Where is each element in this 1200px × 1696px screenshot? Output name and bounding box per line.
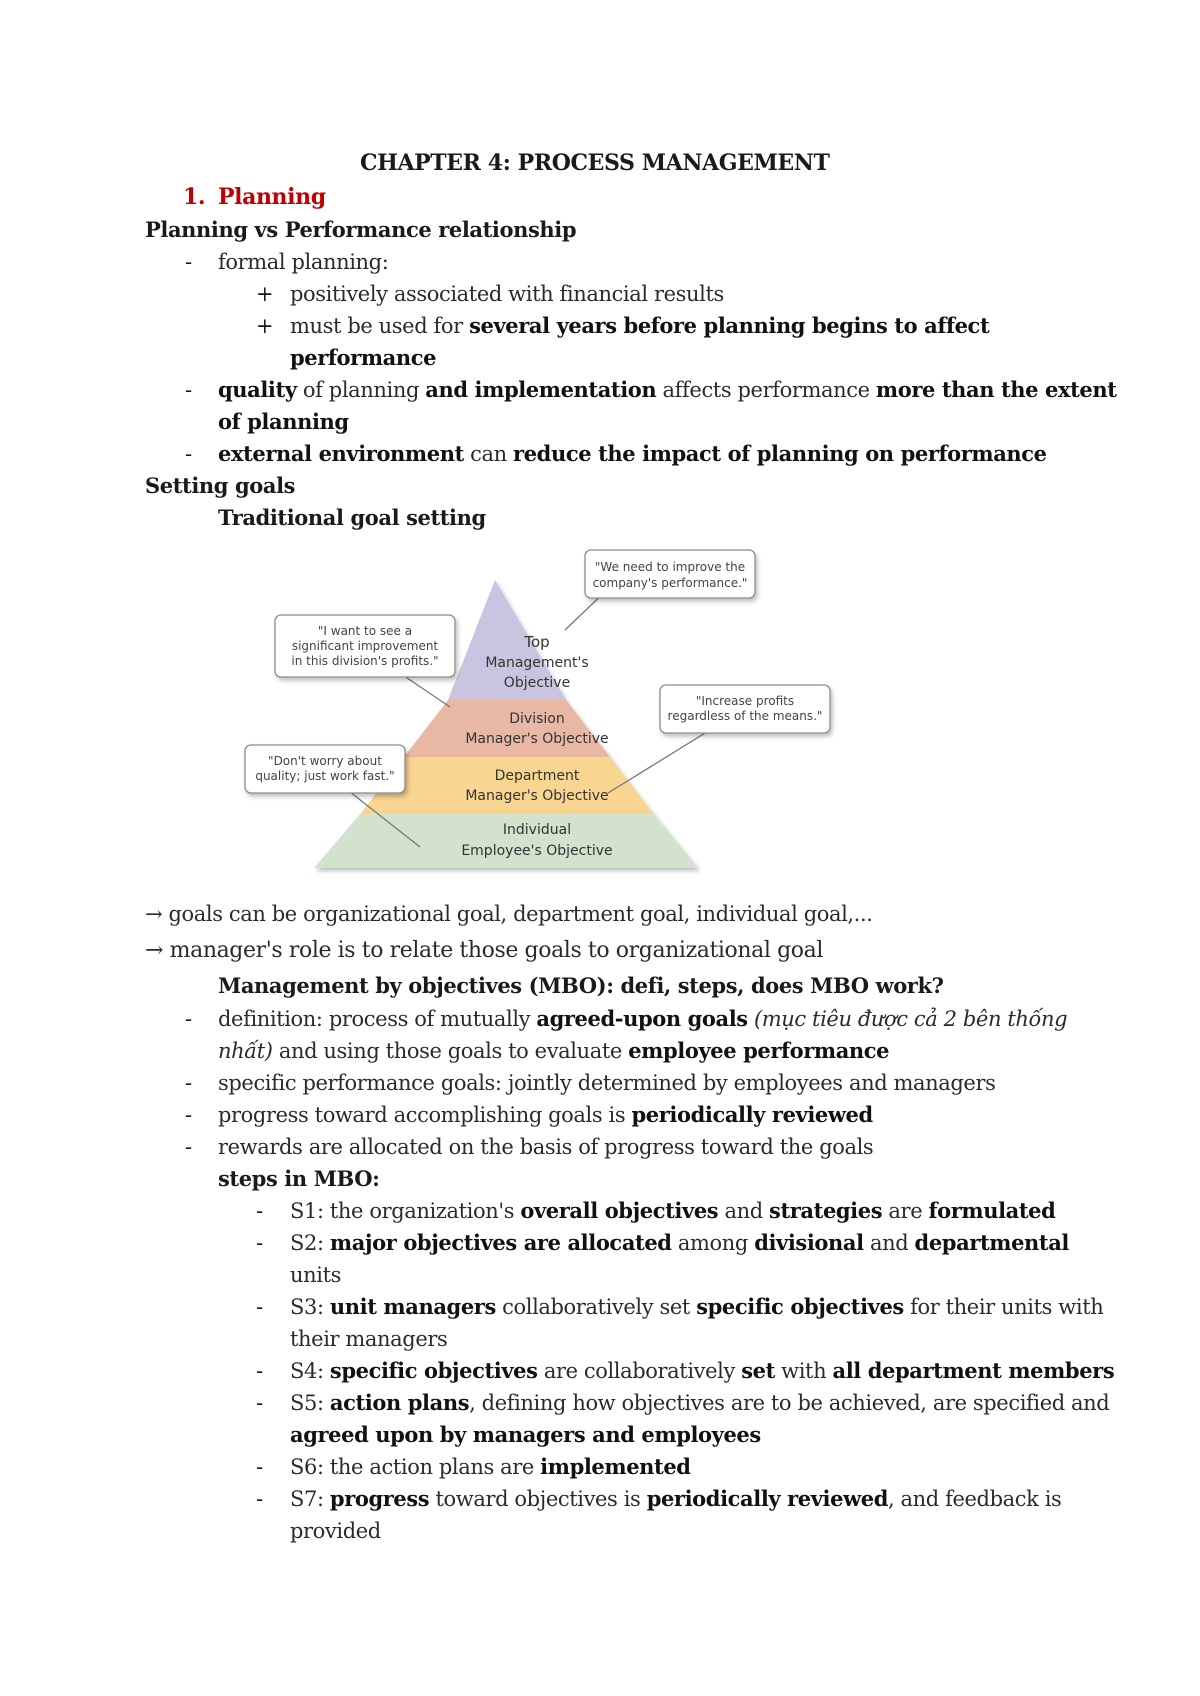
bubble-top-line1: "We need to improve the — [594, 560, 746, 574]
bullet-dash: - — [256, 1487, 264, 1511]
bubble-top-line2: company's performance." — [592, 576, 748, 590]
bubble-emp-line2: quality; just work fast." — [255, 769, 395, 783]
step-s6: S6: the action plans are implemented — [290, 1454, 691, 1479]
sub-bullet-several-years-cont: performance — [290, 345, 437, 370]
bullet-plus: + — [256, 282, 274, 306]
tier-department-line2: Manager's Objective — [465, 788, 609, 804]
section-heading-planning: Planning — [218, 184, 326, 210]
subheading-mbo: Management by objectives (MBO): defi, steps, does MBO work? — [218, 973, 944, 998]
bullet-dash: - — [256, 1455, 264, 1479]
page-title: CHAPTER 4: PROCESS MANAGEMENT — [360, 150, 830, 176]
bullet-dash: - — [185, 1135, 193, 1159]
bullet-mbo-definition: definition: process of mutually agreed-upon goals (mục tiêu được cả 2 bên thống — [218, 1006, 1068, 1031]
bullet-dash: - — [256, 1391, 264, 1415]
subheading-setting-goals: Setting goals — [145, 473, 296, 498]
bullet-dash: - — [256, 1359, 264, 1383]
bubble-div-line1: "I want to see a — [317, 624, 413, 638]
bullet-dash: - — [256, 1199, 264, 1223]
bubble-dept-line1: "Increase profits — [695, 694, 795, 708]
tier-top-line3: Objective — [503, 675, 571, 691]
subheading-traditional-goal-setting: Traditional goal setting — [218, 505, 486, 530]
arrow-icon: → — [145, 938, 164, 963]
subheading-steps-in-mbo: steps in MBO: — [218, 1166, 380, 1191]
bubble-dept-line2: regardless of the means." — [667, 709, 823, 723]
bullet-dash: - — [185, 250, 193, 274]
pyramid-tier-division — [404, 700, 610, 757]
bubble-div-line3: in this division's profits." — [291, 654, 439, 668]
note-manager-role: → manager's role is to relate those goals to organizational goal — [145, 938, 823, 963]
tier-department-line1: Department — [494, 768, 580, 784]
step-s3-cont: their managers — [290, 1327, 448, 1351]
tier-individual-line2: Employee's Objective — [461, 843, 613, 859]
bullet-dash: - — [185, 1007, 193, 1031]
bullet-dash: - — [185, 1103, 193, 1127]
tier-top-line2: Management's — [485, 655, 589, 671]
speech-bubble-top — [585, 550, 755, 598]
tier-division-line1: Division — [509, 711, 565, 727]
tier-division-line2: Manager's Objective — [465, 731, 609, 747]
arrow-icon: → — [145, 902, 163, 926]
note-goal-levels: → goals can be organizational goal, department goal, individual goal,... — [145, 902, 873, 926]
bullet-formal-planning: formal planning: — [218, 250, 389, 274]
step-s4: S4: specific objectives are collaboratively set with all department members — [290, 1358, 1115, 1383]
sub-bullet-financial-results: positively associated with financial results — [290, 282, 724, 306]
step-s5: S5: action plans, defining how objectives are to be achieved, are specified and — [290, 1390, 1110, 1415]
step-s3: S3: unit managers collaboratively set specific objectives for their units with — [290, 1294, 1104, 1319]
bullet-quality: quality of planning and implementation affects performance more than the extent — [218, 377, 1117, 402]
step-s5-cont: agreed upon by managers and employees — [290, 1422, 761, 1447]
step-s2: S2: major objectives are allocated among divisional and departmental — [290, 1230, 1069, 1255]
bullet-rewards-allocated: rewards are allocated on the basis of progress toward the goals — [218, 1135, 874, 1159]
subheading-planning-vs-performance: Planning vs Performance relationship — [145, 217, 577, 242]
tier-individual-line1: Individual — [502, 822, 572, 838]
bullet-plus: + — [256, 314, 274, 338]
sub-bullet-several-years: must be used for several years before planning begins to affect — [290, 313, 990, 338]
step-s2-cont: units — [290, 1263, 341, 1287]
bullet-dash: - — [256, 1295, 264, 1319]
step-s1: S1: the organization's overall objectives and strategies are formulated — [290, 1198, 1056, 1223]
bubble-emp-line1: "Don't worry about — [268, 754, 382, 768]
bullet-external-environment: external environment can reduce the impact of planning on performance — [218, 441, 1047, 466]
bullet-dash: - — [256, 1231, 264, 1255]
bullet-dash: - — [185, 1071, 193, 1095]
step-s7-cont: provided — [290, 1519, 381, 1543]
bullet-dash: - — [185, 442, 193, 466]
goal-setting-pyramid-figure — [240, 545, 840, 890]
bullet-dash: - — [185, 378, 193, 402]
bullet-progress-reviewed: progress toward accomplishing goals is periodically reviewed — [218, 1102, 873, 1127]
bullet-mbo-definition-cont: nhất) and using those goals to evaluate employee performance — [218, 1038, 890, 1063]
tier-top-line1: Top — [524, 633, 550, 651]
pyramid-diagram — [240, 545, 840, 890]
bullet-quality-cont: of planning — [218, 409, 349, 434]
step-s7: S7: progress toward objectives is periodically reviewed, and feedback is — [290, 1486, 1062, 1511]
section-number: 1. — [183, 184, 206, 210]
bubble-div-line2: significant improvement — [291, 639, 439, 653]
bullet-specific-performance-goals: specific performance goals: jointly determined by employees and managers — [218, 1071, 996, 1095]
